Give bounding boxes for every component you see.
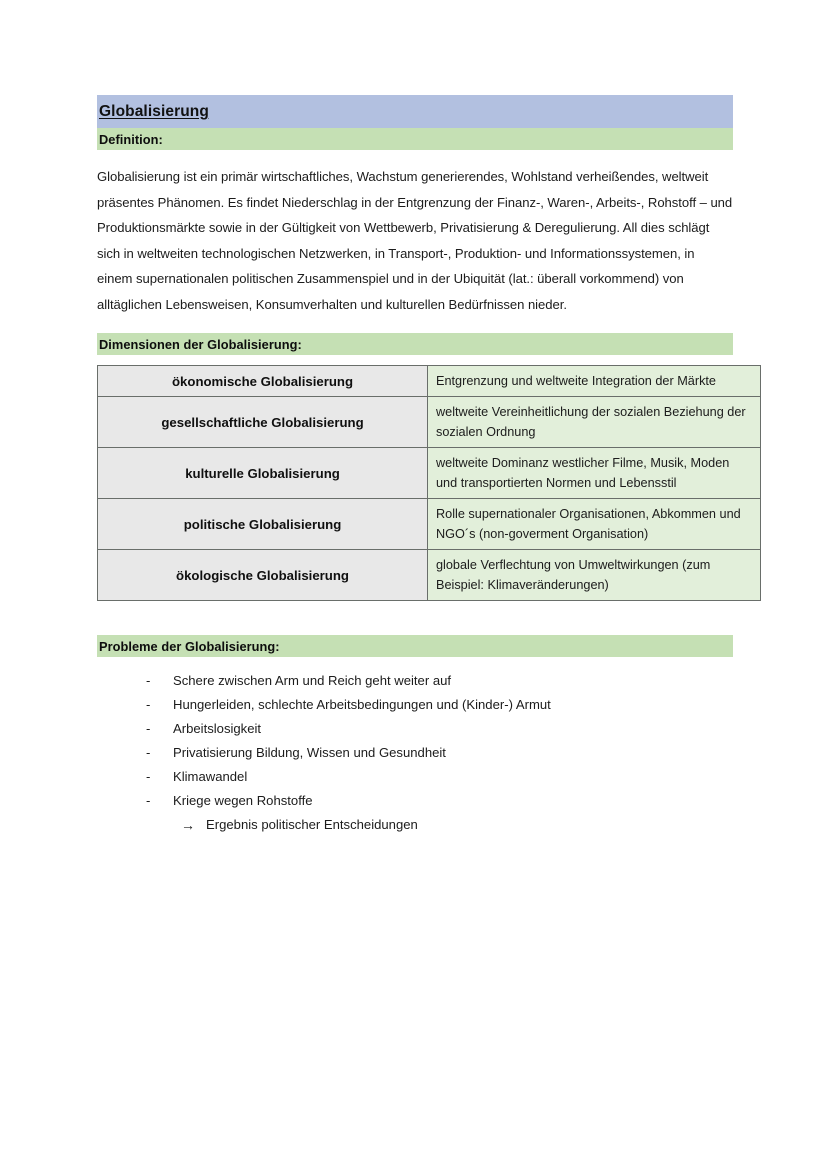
bullet-dash-icon: - — [146, 769, 151, 784]
list-item — [97, 765, 733, 789]
list-item — [97, 717, 733, 741]
table-row — [98, 550, 761, 601]
bullet-dash-icon: - — [146, 745, 151, 760]
bullet-dash-icon: - — [146, 793, 151, 808]
arrow-right-icon: → — [181, 817, 195, 833]
list-item-label: Arbeitslosigkeit — [173, 721, 262, 736]
list-item-label: Hungerleiden, schlechte Arbeitsbedingungen und (Kinder-) Armut — [173, 697, 551, 712]
section-heading-probleme — [97, 635, 733, 657]
list-item — [97, 741, 733, 765]
dimension-description: weltweite Dominanz westlicher Filme, Musik, Moden und transportierten Normen und Lebensstil — [428, 448, 761, 499]
list-item-label: Schere zwischen Arm und Reich geht weiter auf — [173, 673, 452, 688]
document-title-band — [97, 95, 733, 128]
list-item-label: Klimawandel — [173, 769, 248, 784]
table-row — [98, 366, 761, 397]
dimension-description: globale Verflechtung von Umweltwirkungen (zum Beispiel: Klimaveränderungen) — [428, 550, 761, 601]
dimension-description: Rolle supernationaler Organisationen, Abkommen und NGO´s (non-goverment Organisation) — [428, 499, 761, 550]
list-item-label: Kriege wegen Rohstoffe — [173, 793, 313, 808]
definition-paragraph: Globalisierung ist ein primär wirtschaftliches, Wachstum generierendes, Wohlstand verheißendes, weltweit präsentes Phänomen. Es findet Niederschlag in der Entgrenzung der Finanz-, Waren-, Arbeits-, Rohstoff – und Produktionsmärkte sowie in der Gültigkeit von Wettbewerb, Privatisierung & Deregulierung. All dies schlägt sich in weltweiten technologischen Netzwerken, in Transport-, Produktion- und Informationssystemen, in einem supernationalen politischen Zusammenspiel und in der Ubiquität (lat.: überall vorkommend) von alltäglichen Lebensweisen, Konsumverhalten und kulturellen Bedürfnissen nieder. — [97, 169, 733, 312]
dimension-description: weltweite Vereinheitlichung der sozialen Beziehung der sozialen Ordnung — [428, 397, 761, 448]
section-heading-definition-label: Definition: — [99, 131, 163, 147]
list-item — [97, 693, 733, 717]
list-item — [97, 789, 733, 813]
table-row — [98, 397, 761, 448]
spacer — [97, 601, 733, 635]
conclusion-item — [97, 813, 733, 837]
table-row — [98, 448, 761, 499]
list-item — [97, 669, 733, 693]
table-row — [98, 499, 761, 550]
list-item-label: Privatisierung Bildung, Wissen und Gesundheit — [173, 745, 446, 760]
dimension-name: kulturelle Globalisierung — [98, 448, 428, 499]
document-content — [97, 95, 746, 837]
probleme-list — [97, 669, 733, 837]
dimension-description: Entgrenzung und weltweite Integration der Märkte — [428, 366, 761, 397]
spacer — [97, 317, 733, 333]
section-heading-definition — [97, 128, 733, 150]
conclusion-label: Ergebnis politischer Entscheidungen — [206, 817, 418, 832]
dimension-name: gesellschaftliche Globalisierung — [98, 397, 428, 448]
section-heading-dimensionen-label: Dimensionen der Globalisierung: — [99, 336, 302, 352]
bullet-dash-icon: - — [146, 673, 151, 688]
dimension-name: ökonomische Globalisierung — [98, 366, 428, 397]
section-heading-dimensionen — [97, 333, 733, 355]
page-title: Globalisierung — [99, 102, 209, 120]
dimension-name: politische Globalisierung — [98, 499, 428, 550]
dimension-name: ökologische Globalisierung — [98, 550, 428, 601]
bullet-dash-icon: - — [146, 697, 151, 712]
bullet-dash-icon: - — [146, 721, 151, 736]
section-heading-probleme-label: Probleme der Globalisierung: — [99, 638, 280, 654]
dimensionen-table — [97, 365, 761, 601]
